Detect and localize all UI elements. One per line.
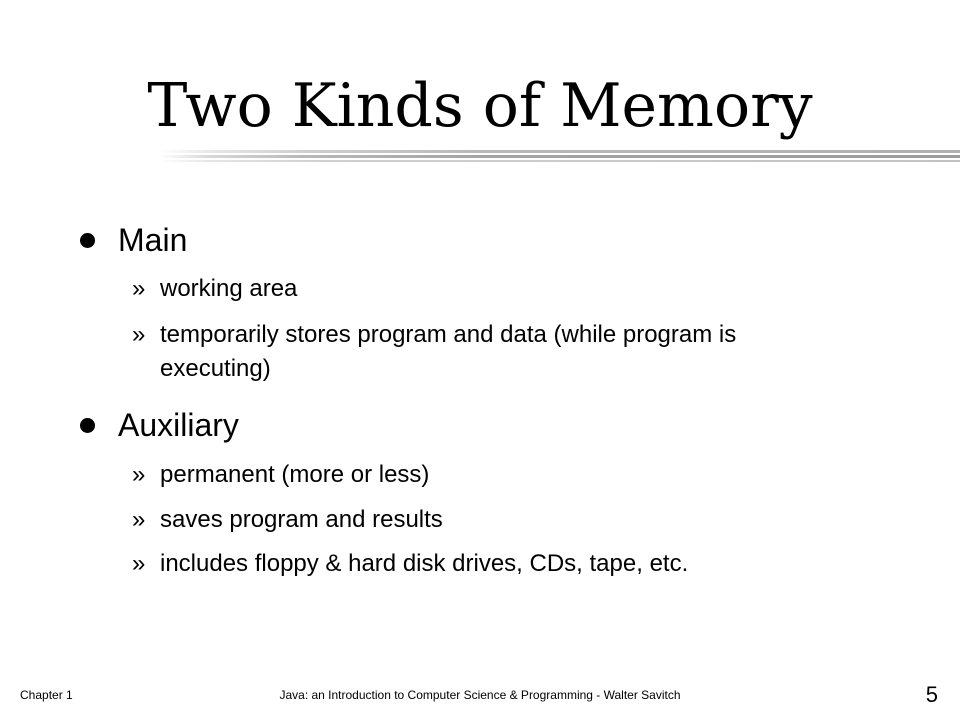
title-divider [160,155,960,158]
title-divider [160,160,960,162]
sub-bullet [132,318,800,386]
bullet-heading-main: Main [118,222,188,258]
bullet-dot-icon [80,233,95,248]
page-number: 5 [925,682,938,707]
sub-bullet [132,503,800,537]
chevron-marker-icon: » [132,275,146,302]
sub-bullet-text: permanent (more or less) [160,461,430,488]
sub-bullet-text: includes floppy & hard disk drives, CDs, tape, etc. [160,550,689,577]
chevron-marker-icon: » [132,321,146,348]
sub-bullet [132,458,800,492]
bullet-heading-auxiliary: Auxiliary [118,407,239,443]
chevron-marker-icon: » [132,550,146,577]
footer-course-title: Java: an Introduction to Computer Science & Programming - Walter Savitch [279,688,681,702]
sub-bullet [132,547,920,581]
title-divider [160,150,960,153]
footer-chapter: Chapter 1 [20,688,73,702]
slide-title: Two Kinds of Memory [147,71,813,141]
chevron-marker-icon: » [132,461,146,488]
sub-bullet-text: saves program and results [160,506,443,533]
chevron-marker-icon: » [132,506,146,533]
sub-bullet-text: working area [160,275,298,302]
sub-bullet-text: temporarily stores program and data (while program is executing) [160,321,737,382]
sub-bullet [132,272,800,306]
bullet-dot-icon [80,418,95,433]
